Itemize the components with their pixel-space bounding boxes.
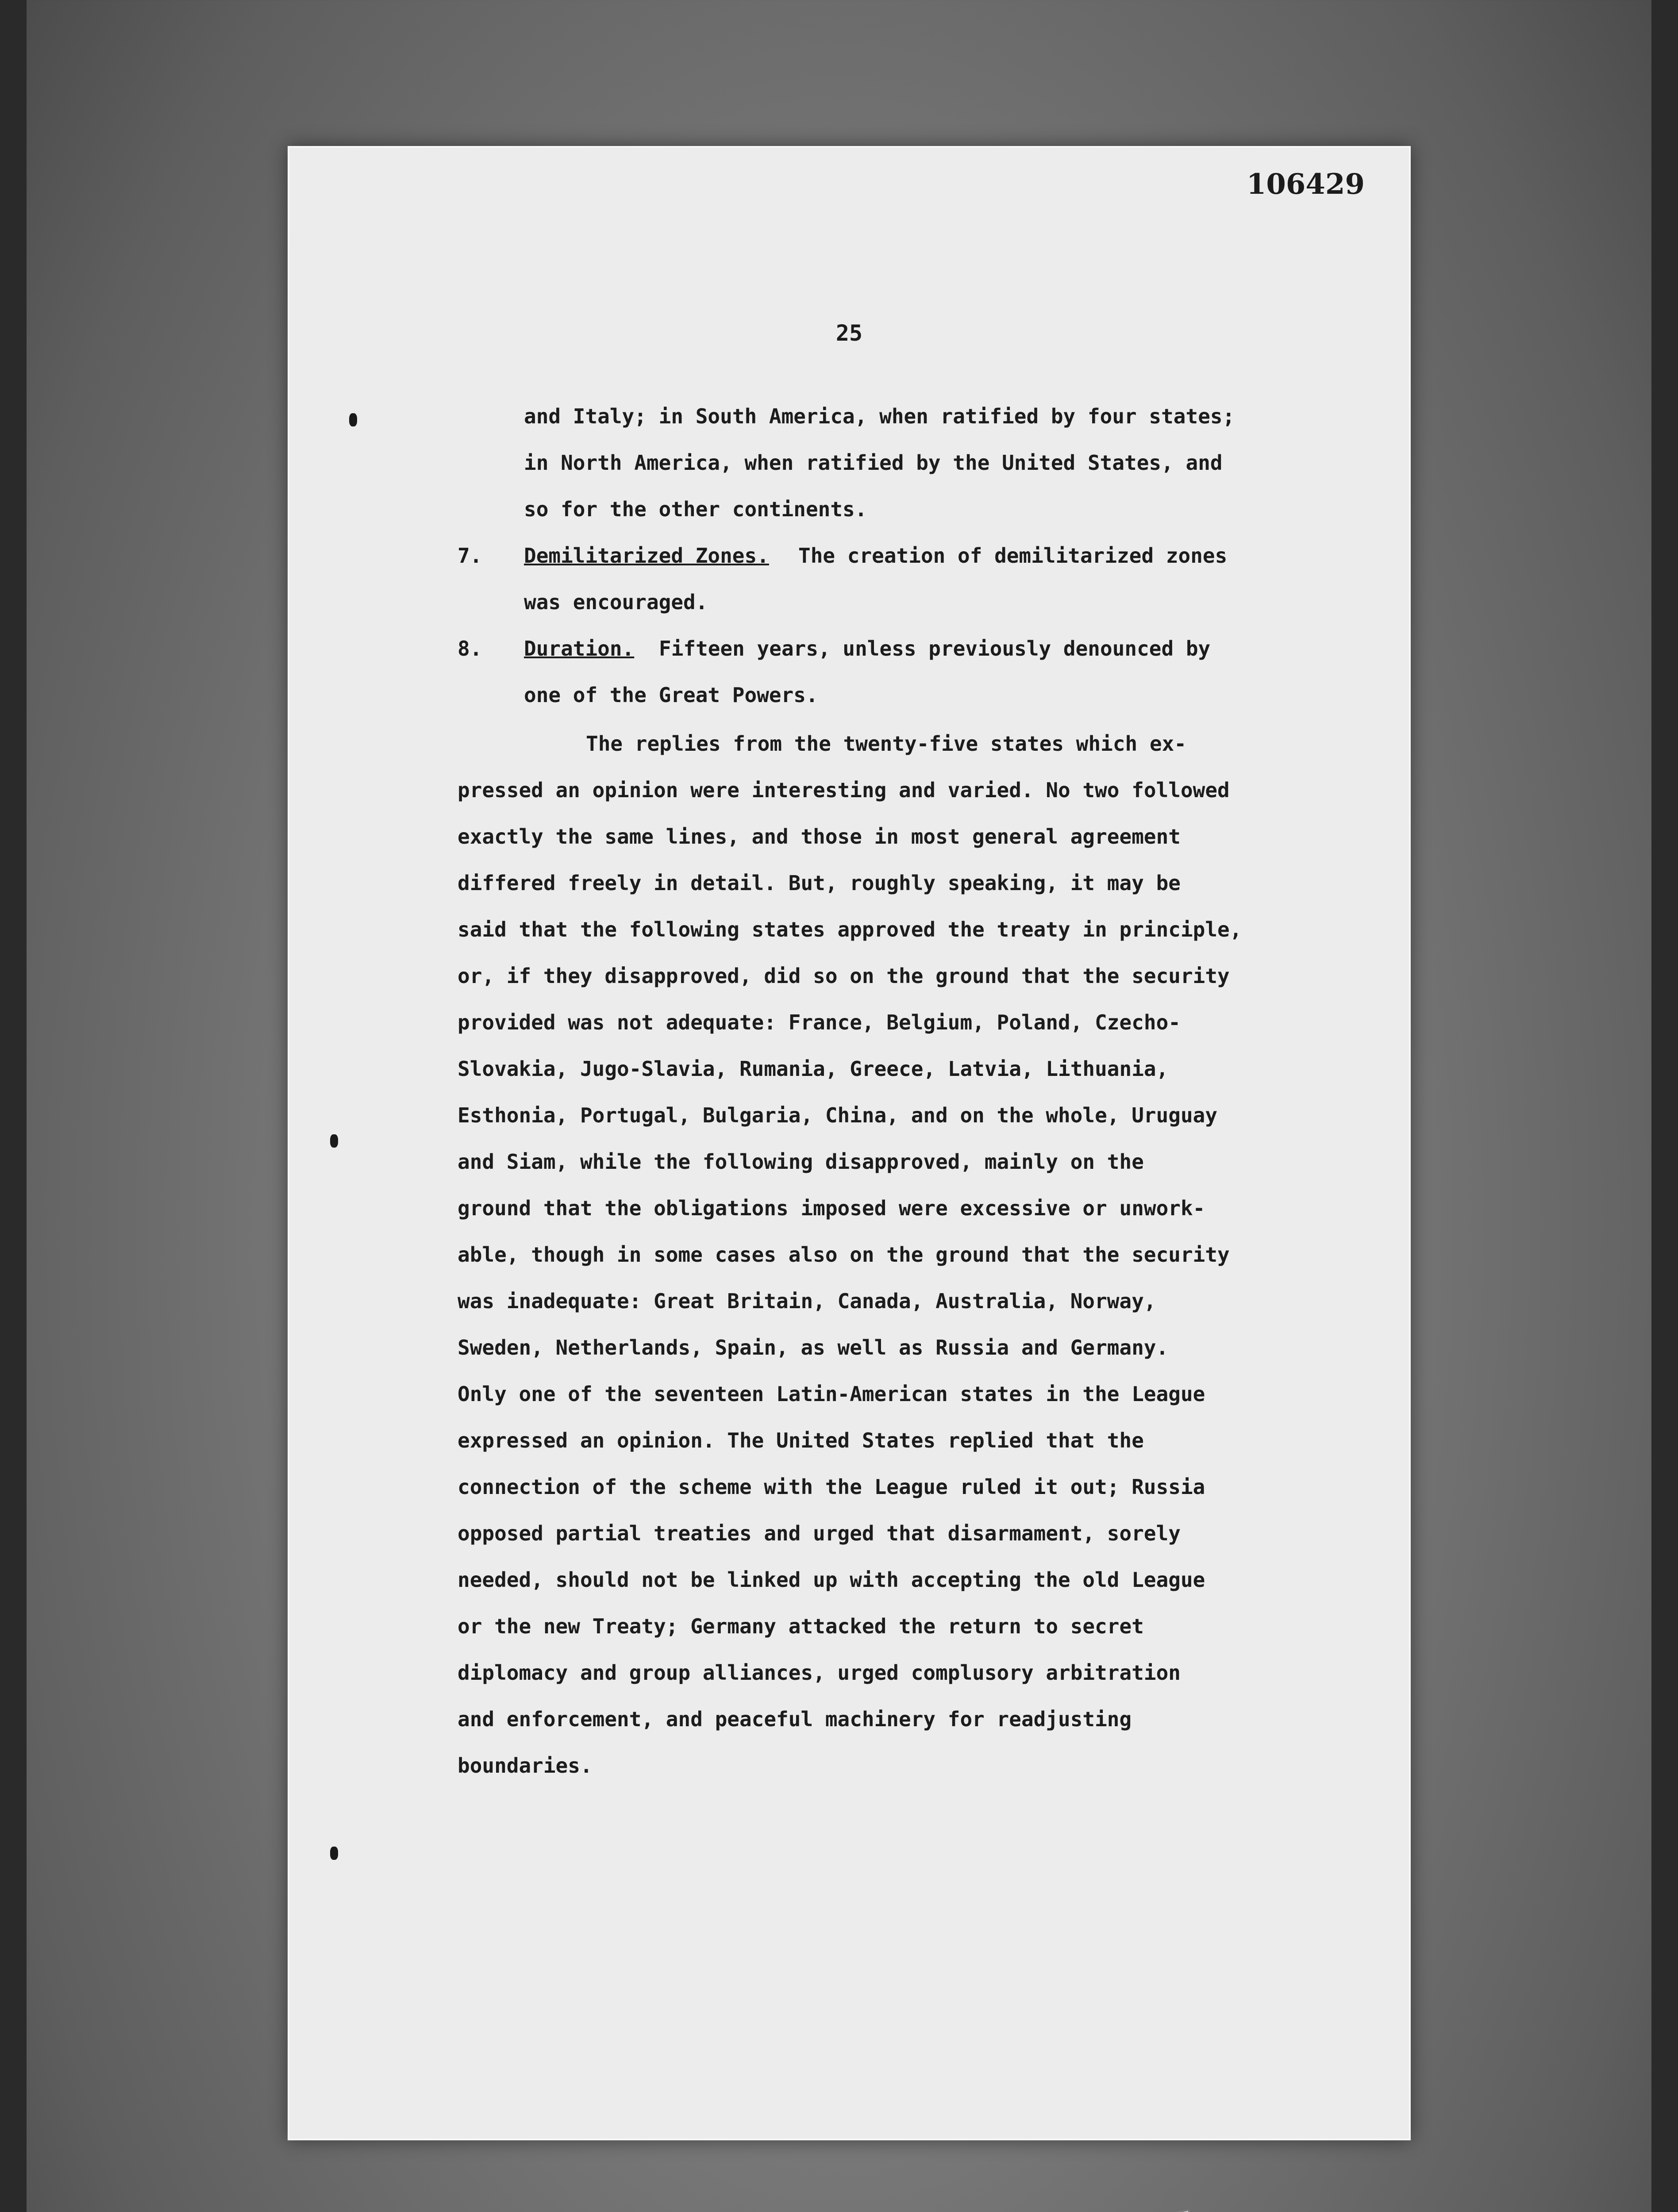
page-number: 25 bbox=[835, 320, 863, 346]
text-line: Sweden, Netherlands, Spain, as well as Russia and Germany. bbox=[458, 1336, 1169, 1359]
text-line: and Italy; in South America, when ratified by four states; bbox=[524, 404, 1235, 428]
text-line: Only one of the seventeen Latin-American states in the League bbox=[458, 1382, 1205, 1406]
text-line: opposed partial treaties and urged that disarmament, sorely bbox=[458, 1521, 1181, 1545]
text-line: or the new Treaty; Germany attacked the return to secret bbox=[458, 1614, 1144, 1638]
text-line: differed freely in detail. But, roughly speaking, it may be bbox=[458, 871, 1181, 895]
film-edge-right bbox=[1651, 0, 1678, 2212]
text-line: in North America, when ratified by the United States, and bbox=[524, 451, 1223, 475]
text-line: Fifteen years, unless previously denounced by bbox=[659, 637, 1211, 661]
text-line: one of the Great Powers. bbox=[524, 683, 818, 707]
punch-hole bbox=[349, 413, 357, 426]
text-line: diplomacy and group alliances, urged complusory arbitration bbox=[458, 1661, 1181, 1685]
item-heading: Demilitarized Zones. bbox=[524, 544, 769, 568]
text-line: Esthonia, Portugal, Bulgaria, China, and on the whole, Uruguay bbox=[458, 1103, 1218, 1127]
text-line: needed, should not be linked up with accepting the old League bbox=[458, 1568, 1205, 1592]
text-line: said that the following states approved the treaty in principle, bbox=[458, 918, 1242, 941]
text-line: provided was not adequate: France, Belgium, Poland, Czecho- bbox=[458, 1010, 1181, 1034]
text-line: exactly the same lines, and those in most general agreement bbox=[458, 825, 1181, 849]
text-line: The replies from the twenty-five states which ex- bbox=[586, 732, 1187, 756]
text-line: and Siam, while the following disapproved, mainly on the bbox=[458, 1150, 1144, 1174]
item-number: 7. bbox=[458, 544, 482, 568]
text-line: was encouraged. bbox=[524, 590, 708, 614]
punch-hole bbox=[330, 1847, 338, 1860]
item-number: 8. bbox=[458, 637, 482, 661]
text-line: connection of the scheme with the League ruled it out; Russia bbox=[458, 1475, 1205, 1499]
text-line: ground that the obligations imposed were excessive or unwork- bbox=[458, 1196, 1205, 1220]
text-line: expressed an opinion. The United States replied that the bbox=[458, 1429, 1144, 1452]
text-line: able, though in some cases also on the ground that the security bbox=[458, 1243, 1230, 1267]
text-line: Slovakia, Jugo-Slavia, Rumania, Greece, Latvia, Lithuania, bbox=[458, 1057, 1169, 1081]
punch-hole bbox=[330, 1134, 338, 1148]
text-line: and enforcement, and peaceful machinery for readjusting bbox=[458, 1707, 1132, 1731]
text-line: pressed an opinion were interesting and varied. No two followed bbox=[458, 778, 1230, 802]
document-number: 106429 bbox=[1246, 168, 1365, 201]
tape-piece bbox=[1074, 2209, 1204, 2212]
film-edge-left bbox=[0, 0, 27, 2212]
text-line: so for the other continents. bbox=[524, 497, 867, 521]
text-line: or, if they disapproved, did so on the ground that the security bbox=[458, 964, 1230, 988]
text-line: The creation of demilitarized zones bbox=[798, 544, 1228, 568]
document-page bbox=[288, 146, 1411, 2140]
text-line: was inadequate: Great Britain, Canada, Australia, Norway, bbox=[458, 1289, 1156, 1313]
item-heading: Duration. bbox=[524, 637, 635, 661]
text-line: boundaries. bbox=[458, 1754, 593, 1778]
